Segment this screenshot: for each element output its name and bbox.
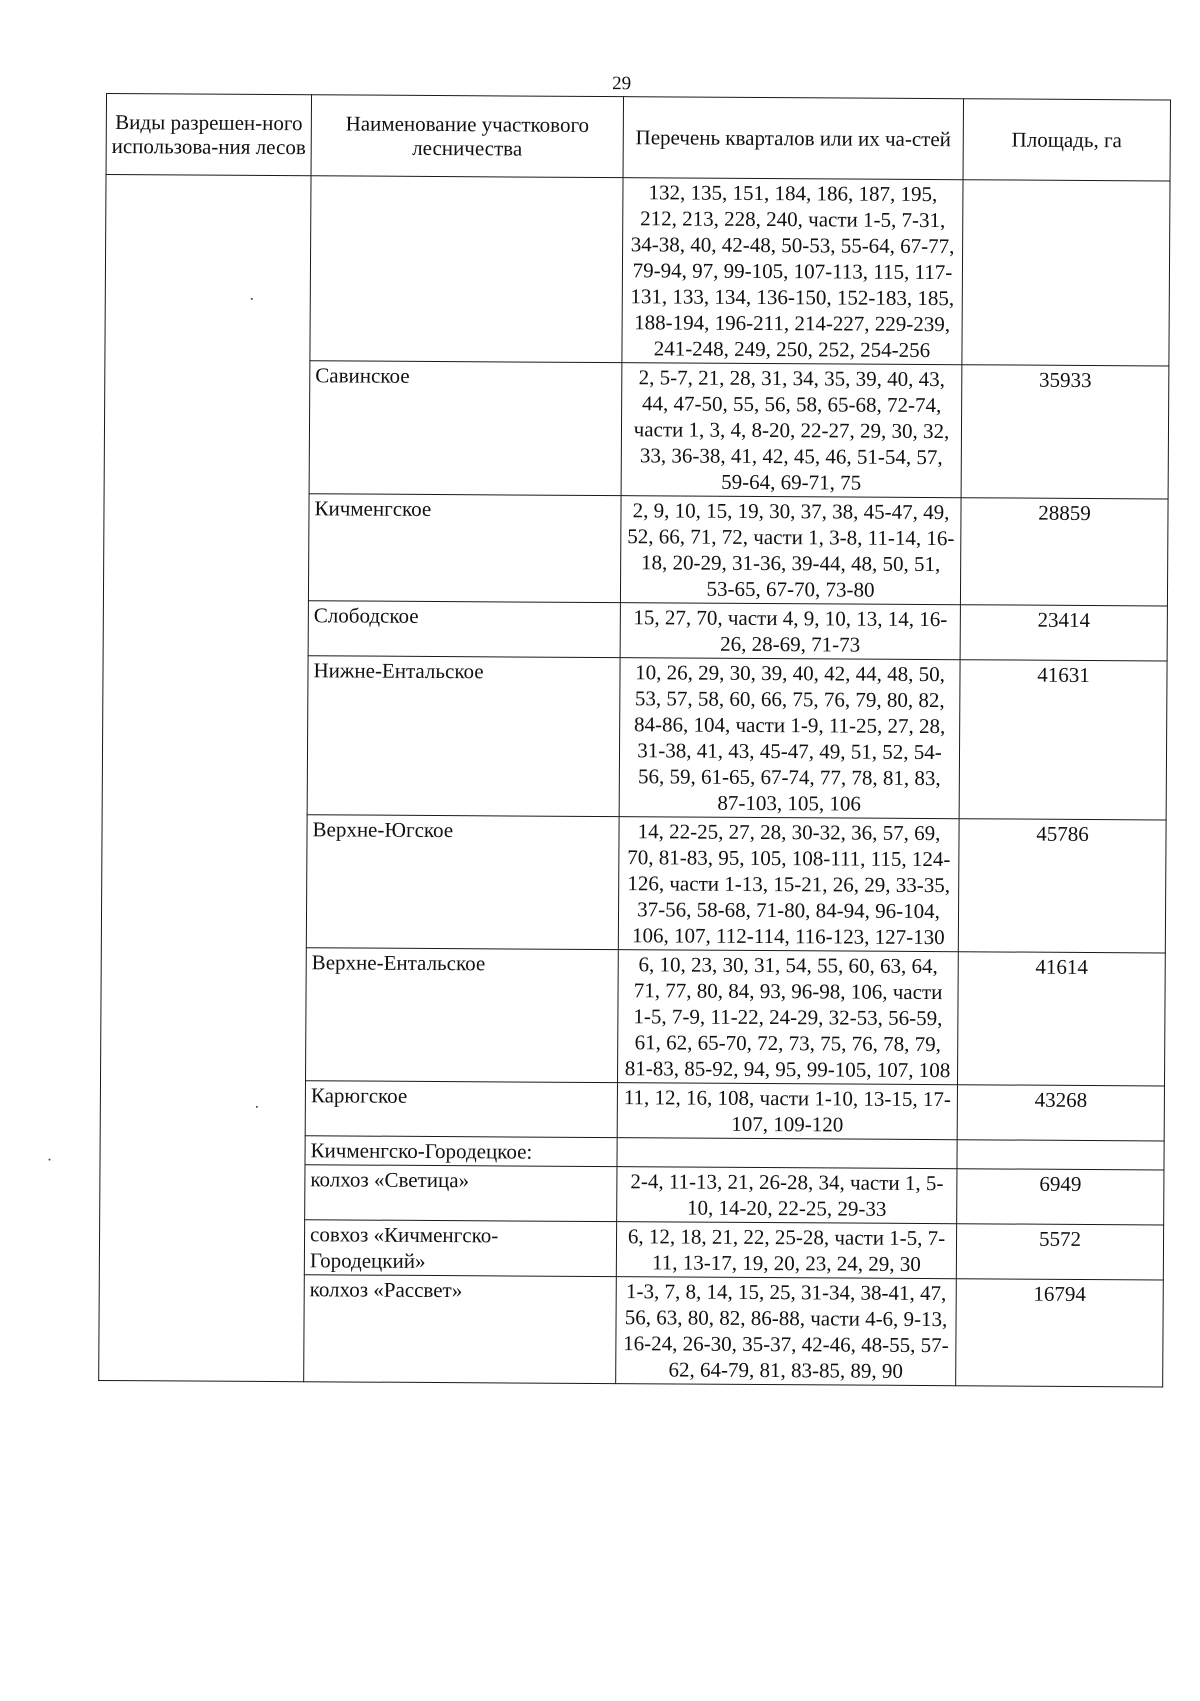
row-quarters: 10, 26, 29, 30, 39, 40, 42, 44, 48, 50, 53, 57, 58, 60, 66, 75, 76, 79, 80, 82, 84-86, 104, части 1-9, 11-25, 27, 28, 31-38, 41, 43, 45-47, 49, 51, 52, 54-56, 59, 61-65, 67-74, 77, 78, 81, 83, 87-103, 105, 106 xyxy=(619,658,960,819)
row-name: колхоз «Светица» xyxy=(305,1165,617,1222)
header-area: Площадь, га xyxy=(963,99,1170,181)
row-name: Верхне-Ентальское xyxy=(306,948,619,1083)
row-area: 6949 xyxy=(957,1169,1164,1225)
row-quarters: 15, 27, 70, части 4, 9, 10, 13, 14, 16-26, 28-69, 71-73 xyxy=(620,603,960,660)
row-quarters: 11, 12, 16, 108, части 1-10, 13-15, 17-107, 109-120 xyxy=(617,1083,957,1140)
row-quarters: 14, 22-25, 27, 28, 30-32, 36, 57, 69, 70, 81-83, 95, 105, 108-111, 115, 124-126, части 1-13, 15-21, 26, 29, 33-35, 37-56, 58-68, 71-80, 84-94, 96-104, 106, 107, 112-114, 116-123, 127-130 xyxy=(618,817,959,952)
row-name xyxy=(310,176,623,363)
row-name: Карюгское xyxy=(305,1081,617,1138)
row-quarters: 2, 9, 10, 15, 19, 30, 37, 38, 45-47, 49, 52, 66, 71, 72, части 1, 3-8, 11-14, 16-18, 20-29, 31-36, 39-44, 48, 50, 51, 53-65, 67-70, 73-80 xyxy=(620,496,961,605)
scan-speck xyxy=(251,298,253,300)
row-area: 5572 xyxy=(956,1224,1163,1280)
row-area: 41631 xyxy=(959,660,1167,820)
row-quarters: 6, 12, 18, 21, 22, 25-28, части 1-5, 7-11, 13-17, 19, 20, 23, 24, 29, 30 xyxy=(616,1222,956,1279)
header-kind: Виды разрешен-ного использова-ния лесов xyxy=(106,93,311,175)
row-name: колхоз «Рассвет» xyxy=(304,1275,617,1384)
row-area: 41614 xyxy=(957,952,1165,1086)
table-header-row xyxy=(106,93,1170,180)
row-name: Верхне-Югское xyxy=(306,815,619,950)
scan-speck xyxy=(49,1159,51,1161)
row-quarters xyxy=(617,1138,957,1169)
row-quarters: 2-4, 11-13, 21, 26-28, 34, части 1, 5-10, 14-20, 22-25, 29-33 xyxy=(617,1167,957,1224)
row-area: 35933 xyxy=(961,365,1169,499)
row-area xyxy=(962,180,1170,366)
row-area xyxy=(957,1140,1164,1170)
table-row xyxy=(105,174,1170,365)
row-name: Нижне-Ентальское xyxy=(307,656,620,817)
row-area: 28859 xyxy=(960,498,1168,606)
header-quarters: Перечень кварталов или их ча-стей xyxy=(623,97,963,180)
row-name: Кичменгско-Городецкое: xyxy=(305,1136,617,1167)
header-name: Наименование участкового лесничества xyxy=(311,95,623,178)
row-quarters: 1-3, 7, 8, 14, 15, 25, 31-34, 38-41, 47, 56, 63, 80, 82, 86-88, части 4-6, 9-13, 16-24, 26-30, 35-37, 42-46, 48-55, 57-62, 64-79, 81, 83-85, 89, 90 xyxy=(616,1277,957,1386)
scan-speck xyxy=(256,1106,258,1108)
row-quarters: 132, 135, 151, 184, 186, 187, 195, 212, 213, 228, 240, части 1-5, 7-31, 34-38, 40, 42-48, 50-53, 55-64, 67-77, 79-94, 97, 99-105, 107-113, 115, 117-131, 133, 134, 136-150, 152-183, 185, 188-194, 196-211, 214-227, 229-239, 241-248, 249, 250, 252, 254-256 xyxy=(622,178,963,365)
row-name: Савинское xyxy=(309,361,622,496)
kind-cell-empty xyxy=(99,174,311,1381)
row-quarters: 6, 10, 23, 30, 31, 54, 55, 60, 63, 64, 71, 77, 80, 84, 93, 96-98, 106, части 1-5, 7-9, 11-22, 24-29, 32-53, 56-59, 61, 62, 65-70, 72, 73, 75, 76, 78, 79, 81-83, 85-92, 94, 95, 99-105, 107, 108 xyxy=(617,950,958,1085)
row-name: Слободское xyxy=(308,601,620,658)
row-name: Кичменгское xyxy=(308,494,621,603)
row-name: совхоз «Кичменгско-Городецкий» xyxy=(304,1220,616,1277)
row-quarters: 2, 5-7, 21, 28, 31, 34, 35, 39, 40, 43, 44, 47-50, 55, 56, 58, 65-68, 72-74, части 1, 3, 4, 8-20, 22-27, 29, 30, 32, 33, 36-38, 41, 42, 45, 46, 51-54, 57, 59-64, 69-71, 75 xyxy=(621,363,962,498)
page-number: 29 xyxy=(612,73,632,95)
row-area: 43268 xyxy=(957,1085,1164,1141)
row-area: 16794 xyxy=(956,1279,1164,1387)
forest-quarters-table xyxy=(98,93,1171,1387)
row-area: 23414 xyxy=(960,605,1167,661)
row-area: 45786 xyxy=(958,819,1166,953)
